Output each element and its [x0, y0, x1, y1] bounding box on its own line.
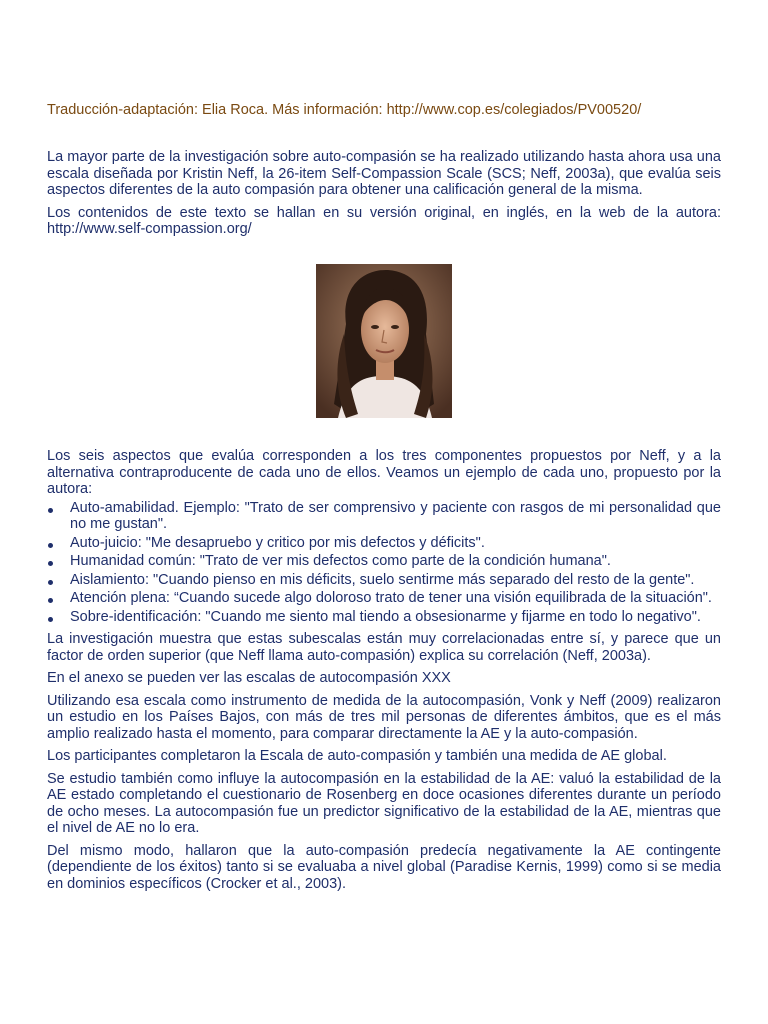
body-paragraph-1: La investigación muestra que estas subescalas están muy correlacionadas entre sí, y parece que un factor de orden superior (que Neff llama auto-compasión) explica su correlación (Neff, 2003a).: [47, 631, 721, 664]
intro-paragraph-2: Los contenidos de este texto se hallan en su versión original, en inglés, en la web de la autora: http://www.self-compassion.org/: [47, 204, 721, 237]
intro-section: [47, 149, 721, 244]
body-paragraph-6: Del mismo modo, hallaron que la auto-compasión predecía negativamente la AE contingente (dependiente de los éxitos) tanto si se evaluaba a nivel global (Paradise Kernis, 1999) como si se media en dominios específicos (Crocker et al., 2003).: [47, 842, 721, 892]
list-item: Atención plena: “Cuando sucede algo doloroso trato de tener una visión equilibrada de la situación".: [47, 590, 721, 607]
body-paragraph-4: Los participantes completaron la Escala de auto-compasión y también una medida de AE global.: [47, 748, 667, 764]
list-item: Auto-juicio: "Me desapruebo y critico por mis defectos y déficits".: [47, 535, 721, 552]
intro-paragraph-1: La mayor parte de la investigación sobre auto-compasión se ha realizado utilizando hasta ahora usa una escala diseñada por Kristin Neff, la 26-item Self-Compassion Scale (SCS; Neff, 2003a), que evalúa seis aspectos diferentes de la auto compasión para obtener una calificación general de la misma.: [47, 149, 721, 198]
list-item: Humanidad común: "Trato de ver mis defectos como parte de la condición humana".: [47, 553, 721, 570]
list-item: Aislamiento: "Cuando pienso en mis déficits, suelo sentirme más separado del resto de la gente".: [47, 572, 721, 589]
body-paragraph-3: Utilizando esa escala como instrumento de medida de la autocompasión, Vonk y Neff (2009) realizaron un estudio en los Países Bajos, con más de tres mil personas de diferentes ámbitos, que es el más amplio realizado hasta el momento, para comparar directamente la AE y la auto-compasión.: [47, 692, 721, 742]
list-item: Auto-amabilidad. Ejemplo: "Trato de ser comprensivo y paciente con rasgos de mi personalidad que no me gustan".: [47, 500, 721, 533]
body-paragraph-2: En el anexo se pueden ver las escalas de autocompasión XXX: [47, 670, 451, 686]
main-section: [47, 448, 721, 898]
aspects-intro: Los seis aspectos que evalúa corresponden a los tres componentes propuestos por Neff, y a la alternativa contraproducente de cada uno de ellos. Veamos un ejemplo de cada uno, propuesto por la autora:: [47, 448, 721, 497]
author-portrait: [316, 264, 452, 418]
aspects-list: [47, 500, 721, 626]
translation-credit: Traducción-adaptación: Elia Roca. Más información: http://www.cop.es/colegiados/PV00520/: [47, 102, 642, 118]
body-paragraph-5: Se estudio también como influye la autocompasión en la estabilidad de la AE: valuó la estabilidad de la AE estado completando el cuestionario de Rosenberg en doce ocasiones diferentes durante un período de ocho meses. La autocompasión fue un predictor significativo de la estabilidad de la AE, mientras que el nivel de AE no lo era.: [47, 770, 721, 836]
list-item: Sobre-identificación: "Cuando me siento mal tiendo a obsesionarme y fijarme en todo lo negativo".: [47, 609, 721, 626]
